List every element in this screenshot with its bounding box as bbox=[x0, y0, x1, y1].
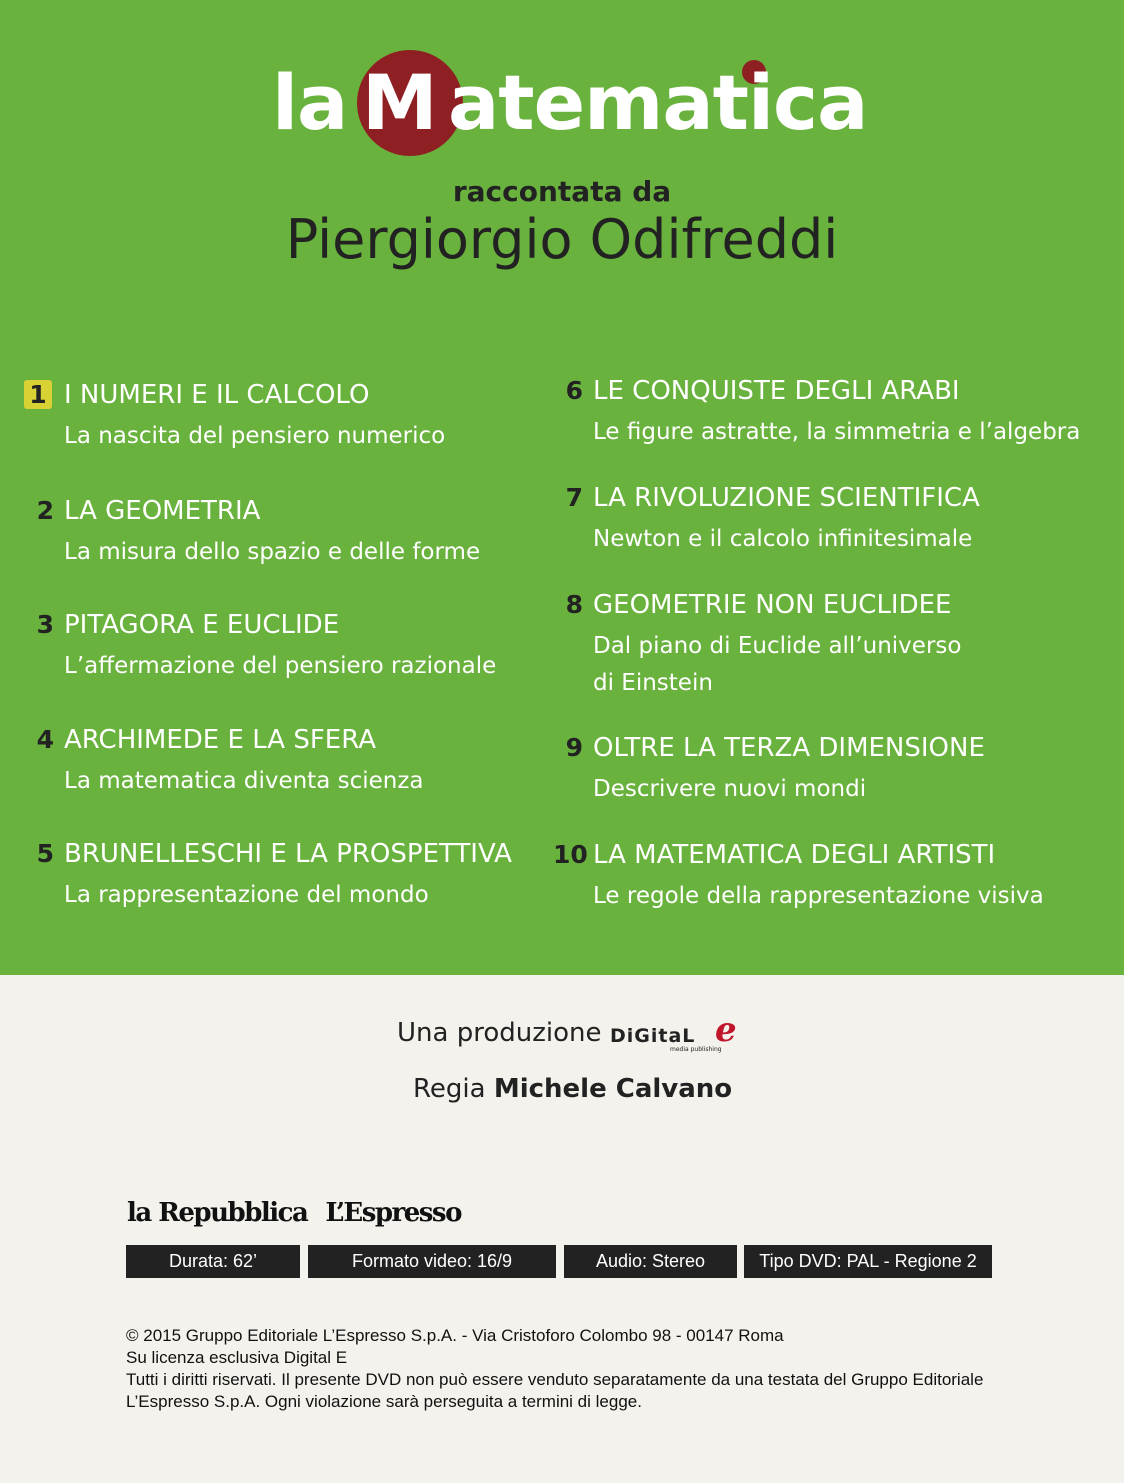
episode-subtitle: Le regole della rappresentazione visiva bbox=[593, 883, 1044, 909]
spec-duration: Durata: 62’ bbox=[126, 1245, 300, 1278]
episode-subtitle: Dal piano di Euclide all’universo di Einstein bbox=[593, 633, 962, 696]
director-name: Michele Calvano bbox=[493, 1074, 733, 1104]
production-label: Una produzione bbox=[397, 1018, 602, 1048]
episode-number: 9 bbox=[565, 733, 583, 762]
digital-logo-word: DiGitaL bbox=[610, 1025, 696, 1047]
episode-subtitle: La nascita del pensiero numerico bbox=[64, 423, 446, 449]
episode-number: 10 bbox=[553, 840, 588, 869]
episode-title: GEOMETRIE NON EUCLIDEE bbox=[593, 590, 952, 620]
episode-subtitle: La matematica diventa scienza bbox=[64, 768, 424, 794]
episode-title: PITAGORA E EUCLIDE bbox=[64, 610, 340, 640]
episode-title: LA RIVOLUZIONE SCIENTIFICA bbox=[593, 483, 980, 513]
episode-subtitle: Newton e il calcolo infinitesimale bbox=[593, 526, 973, 552]
spec-dvd-type: Tipo DVD: PAL - Regione 2 bbox=[744, 1245, 992, 1278]
director-label: Regia bbox=[413, 1074, 486, 1104]
episode-title: I NUMERI E IL CALCOLO bbox=[64, 380, 370, 410]
la-repubblica-logo: la Repubblica bbox=[127, 1198, 308, 1228]
spec-audio: Audio: Stereo bbox=[564, 1245, 737, 1278]
logo-la: la bbox=[272, 58, 348, 147]
episode-title: LE CONQUISTE DEGLI ARABI bbox=[593, 376, 960, 406]
narrated-by-label: raccontata da bbox=[452, 175, 672, 208]
episode-title: ARCHIMEDE E LA SFERA bbox=[64, 725, 377, 755]
narrator-name: Piergiorgio Odifreddi bbox=[285, 208, 839, 271]
episode-title: BRUNELLESCHI E LA PROSPETTIVA bbox=[64, 839, 512, 869]
episode-subtitle: La rappresentazione del mondo bbox=[64, 882, 429, 908]
spec-video-format: Formato video: 16/9 bbox=[308, 1245, 556, 1278]
episode-number: 1 bbox=[24, 380, 52, 409]
rights-line: Tutti i diritti riservati. Il presente DVD non può essere venduto separatamente da una testata del Gruppo Editoriale bbox=[126, 1370, 984, 1389]
episode-number: 7 bbox=[565, 483, 583, 512]
legal-notice bbox=[126, 1325, 986, 1413]
license-line: Su licenza esclusiva Digital E bbox=[126, 1348, 348, 1367]
episode-subtitle: La misura dello spazio e delle forme bbox=[64, 539, 481, 565]
logo-atematica: atematica bbox=[448, 58, 868, 147]
episode-title: LA GEOMETRIA bbox=[64, 496, 261, 526]
violation-line: L’Espresso S.p.A. Ogni violazione sarà perseguita a termini di legge. bbox=[126, 1392, 642, 1411]
publishers-logo bbox=[127, 1198, 479, 1228]
episode-number: 6 bbox=[565, 376, 583, 405]
episode-number: 3 bbox=[36, 610, 54, 639]
episode-title: LA MATEMATICA DEGLI ARTISTI bbox=[593, 840, 996, 870]
episode-subtitle: Le figure astratte, la simmetria e l’algebra bbox=[593, 419, 1081, 445]
series-logo bbox=[0, 50, 1124, 160]
episode-number: 8 bbox=[565, 590, 583, 619]
episode-title: OLTRE LA TERZA DIMENSIONE bbox=[593, 733, 985, 763]
episode-subtitle: Descrivere nuovi mondi bbox=[593, 776, 867, 802]
episode-number: 5 bbox=[36, 839, 54, 868]
copyright-line: © 2015 Gruppo Editoriale L’Espresso S.p.A. - Via Cristoforo Colombo 98 - 00147 Roma bbox=[126, 1326, 784, 1345]
digital-e-logo bbox=[610, 1010, 750, 1054]
director-credit bbox=[413, 1074, 732, 1104]
episode-subtitle: L’affermazione del pensiero razionale bbox=[64, 653, 497, 679]
digital-logo-tagline: media publishing bbox=[670, 1046, 722, 1053]
episode-number: 4 bbox=[36, 725, 54, 754]
episode-number: 2 bbox=[36, 496, 54, 525]
logo-m: M bbox=[362, 58, 438, 147]
espresso-logo: L’Espresso bbox=[325, 1198, 461, 1228]
digital-logo-e: e bbox=[715, 1010, 737, 1050]
